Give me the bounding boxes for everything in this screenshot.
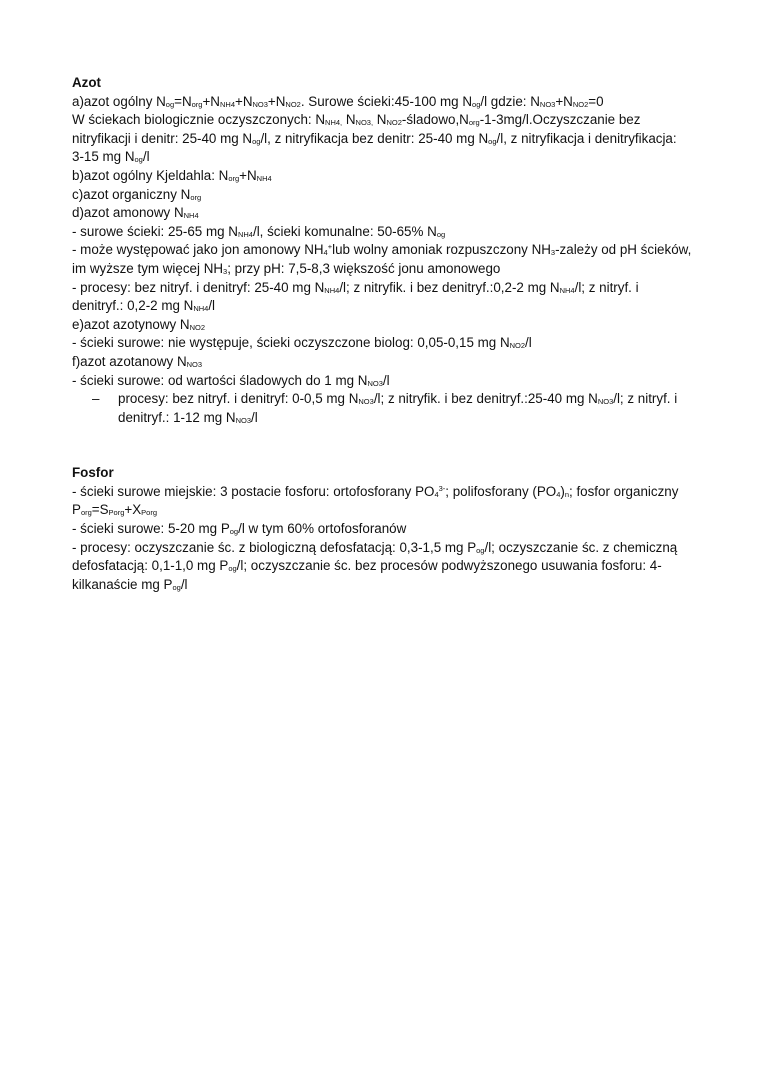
section-heading-fosfor: Fosfor — [72, 465, 114, 481]
section-heading-azot: Azot — [72, 75, 102, 90]
section-spacer — [72, 427, 692, 464]
bullet-item-azotany-procesy: – procesy: bez nitryf. i denitryf: 0-0,5 mg $N_{NO3}/l$; z nitryfik. i bez denitryf.:25-40 mg $N_{NO3}/l$; z nitryf. i denitryf.: 1-12 mg $N_{NO3}/l$ — [92, 391, 678, 425]
paragraph-azot-organiczny: c)azot organiczny $N_{org}$ — [72, 186, 202, 202]
list-item-procesy-amonowy: - procesy: bez nitryf. i denitryf: 25-40 mg $N_{NH4}/l$; z nitryfik. i bez denitryf.:0,2-2 mg $N_{NH4}/l$; z nitryf. i denitryf.: 0,2-2 mg $N_{NH4}/l$ — [72, 279, 639, 314]
list-item-postacie-fosforu: - ścieki surowe miejskie: 3 postacie fosforu: ortofosforany $PO_4^{3-}$; polifosforany $(PO_4)_n$; fosfor organiczny $P_{org}=S_{Porg}+X_{Porg}$ — [72, 483, 679, 518]
list-item-azotany-scieki: - ścieki surowe: od wartości śladowych do 1 mg $N_{NO3}/l$ — [72, 372, 390, 388]
dash-bullet: – — [92, 391, 100, 407]
paragraph-azot-amonowy: d)azot amonowy $N_{NH4}$ — [72, 205, 199, 221]
list-item-surowe-scieki: - surowe ścieki: 25-65 mg $N_{NH4}/l$, ścieki komunalne: 50-65% $N_{og}$ — [72, 223, 446, 239]
paragraph-azot-kjeldahla: b)azot ogólny Kjeldahla: $N_{org}+N_{NH4}$ — [72, 167, 272, 183]
paragraph-azot-azotynowy: e)azot azotynowy $N_{NO2}$ — [72, 316, 206, 332]
paragraph-scieki-oczyszczone: W ściekach biologicznie oczyszczonych: $N_{NH4,}$ $N_{NO3,}$ $N_{NO2}-śladowo,N_{org}-1-3mg/l.Oczyszczanie$ bez nitryfikacji i denitr: 25-40 mg $N_{og}/l$, z nitryfikacja bez denitr: 25-40 mg $N_{og}/l$, z nitryfikacja i denitryfikacja: 3-15 mg $N_{og}/l$ — [72, 112, 677, 165]
document-page — [72, 74, 692, 594]
list-item-fosfor-scieki-surowe: - ścieki surowe: 5-20 mg $P_{og}/l$ w tym 60% ortofosforanów — [72, 521, 407, 537]
list-item-fosfor-procesy: - procesy: oczyszczanie śc. z biologiczną defosfatacją: 0,3-1,5 mg $P_{og}/l$; oczyszczanie śc. z chemiczną defosfatacją: 0,1-1,0 mg $P_{og}/l$; oczyszczanie śc. bez procesów podwyższonego usuwania fosforu: 4-kilkanaście mg $P_{og}/l$ — [72, 539, 678, 592]
paragraph-azot-azotanowy: f)azot azotanowy $N_{NO3}$ — [72, 353, 203, 369]
paragraph-azot-ogolny: a)azot ogólny $N_{og}=N_{org}+N_{NH4}+N_{NO3}+N_{NO2}$. Surowe ścieki:45-100 mg $N_{og}/l$ gdzie: $N_{NO3}+N_{NO2}=0$ — [72, 93, 604, 109]
list-item-azotyny-scieki: - ścieki surowe: nie występuje, ścieki oczyszczone biolog: 0,05-0,15 mg $N_{NO2}/l$ — [72, 335, 532, 351]
list-item-jon-amonowy: - może występować jako jon amonowy $NH_4^+lub$ wolny amoniak rozpuszczony $NH_3$-zależy od pH ścieków, im wyższe tym więcej $NH_3$; przy pH: 7,5-8,3 większość jonu amonowego — [72, 242, 692, 276]
